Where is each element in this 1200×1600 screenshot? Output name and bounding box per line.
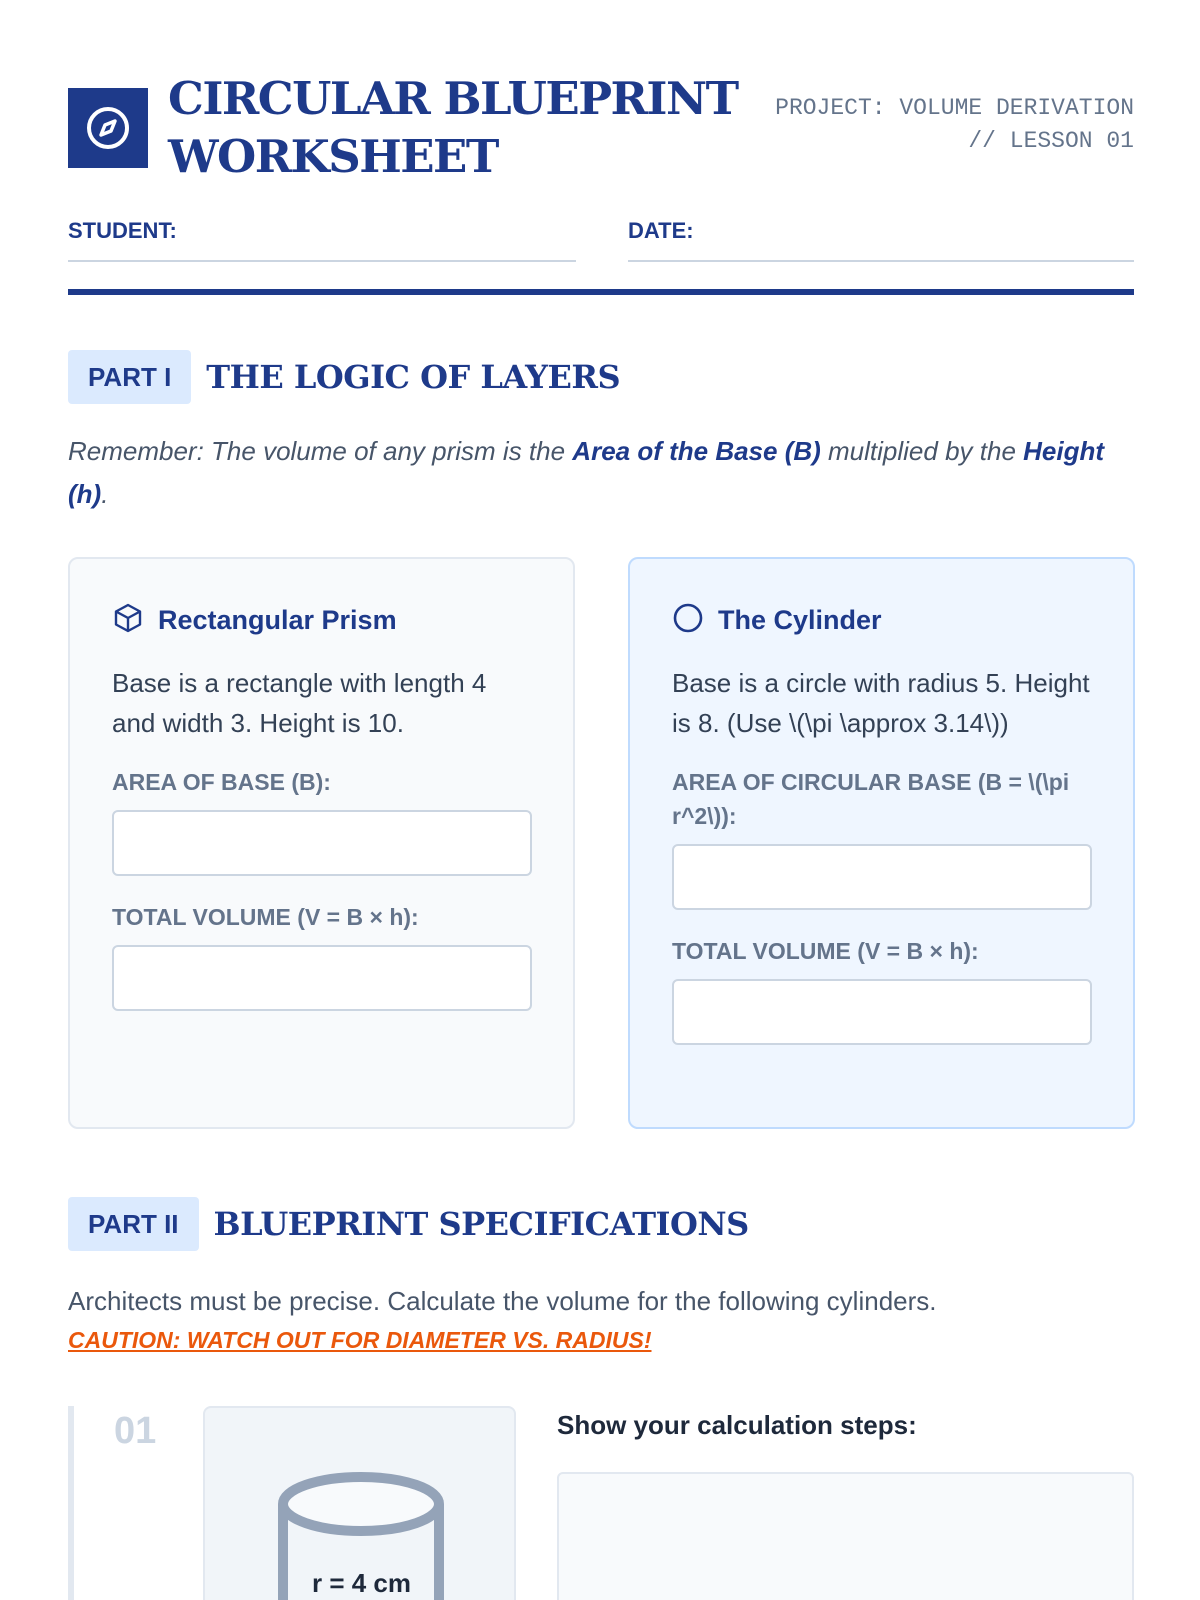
reminder-text [68,430,1134,516]
title-line-1: CIRCULAR BLUEPRINT [168,72,738,125]
cylinder-volume-input[interactable] [672,979,1092,1045]
caution-text: CAUTION: WATCH OUT FOR DIAMETER VS. RADIUS! [68,1327,652,1353]
part2-intro: Architects must be precise. Calculate the volume for the following cylinders. [68,1286,937,1316]
reminder-bold-height: Height (h) [68,436,1105,509]
prism-area-input[interactable] [112,810,532,876]
part1-tag: PART I [68,350,191,404]
prism-description: Base is a rectangle with length 4 and width 3. Height is 10. [112,668,487,738]
student-date-row [68,218,1134,262]
student-field[interactable] [68,218,576,262]
page-title [168,70,748,186]
prism-volume-input[interactable] [112,945,532,1011]
cylinder-card [628,557,1135,1129]
cube-icon [112,602,158,639]
header-divider [68,289,1134,295]
cylinder-area-input[interactable] [672,844,1092,910]
prism-card [68,557,575,1129]
date-field[interactable] [628,218,1134,262]
project-line-2: // LESSON 01 [968,128,1134,154]
compass-icon [68,88,148,168]
project-line-1: PROJECT: VOLUME DERIVATION [775,95,1134,121]
student-label: STUDENT: [68,218,177,243]
problem-accent-bar [68,1406,74,1600]
reminder-mid: multiplied by the [820,436,1024,466]
cylinder-volume-label: TOTAL VOLUME (V = B × h): [672,938,979,964]
circle-icon [672,602,718,639]
cylinder-description: Base is a circle with radius 5. Height is 8. (Use \(\pi \approx 3.14\)) [672,668,1090,738]
steps-work-area[interactable] [557,1472,1134,1600]
project-label [734,92,1134,158]
part2-tag: PART II [68,1197,199,1251]
cylinder-area-label: AREA OF CIRCULAR BASE (B = \(\pi r^2\)): [672,769,1070,829]
cylinder-diagram [203,1406,516,1600]
part1-header [68,350,620,404]
prism-area-label: AREA OF BASE (B): [112,769,331,795]
prism-title: Rectangular Prism [158,604,397,635]
cylinder-card-header [672,603,1091,637]
problem-number: 01 [114,1410,157,1452]
date-label: DATE: [628,218,694,243]
cylinder-title: The Cylinder [718,604,882,635]
part2-header [68,1197,749,1251]
part2-title: BLUEPRINT SPECIFICATIONS [213,1205,749,1243]
title-line-2: WORKSHEET [168,130,498,183]
reminder-bold-base: Area of the Base (B) [572,436,821,466]
part1-title: THE LOGIC OF LAYERS [206,358,621,396]
steps-label: Show your calculation steps: [557,1410,917,1440]
radius-label: r = 4 cm [311,1568,411,1598]
worksheet-header [68,70,1134,190]
reminder-pre: Remember: The volume of any prism is the [68,436,573,466]
prism-card-header [112,603,531,637]
prism-volume-label: TOTAL VOLUME (V = B × h): [112,904,419,930]
reminder-post: . [101,479,109,509]
